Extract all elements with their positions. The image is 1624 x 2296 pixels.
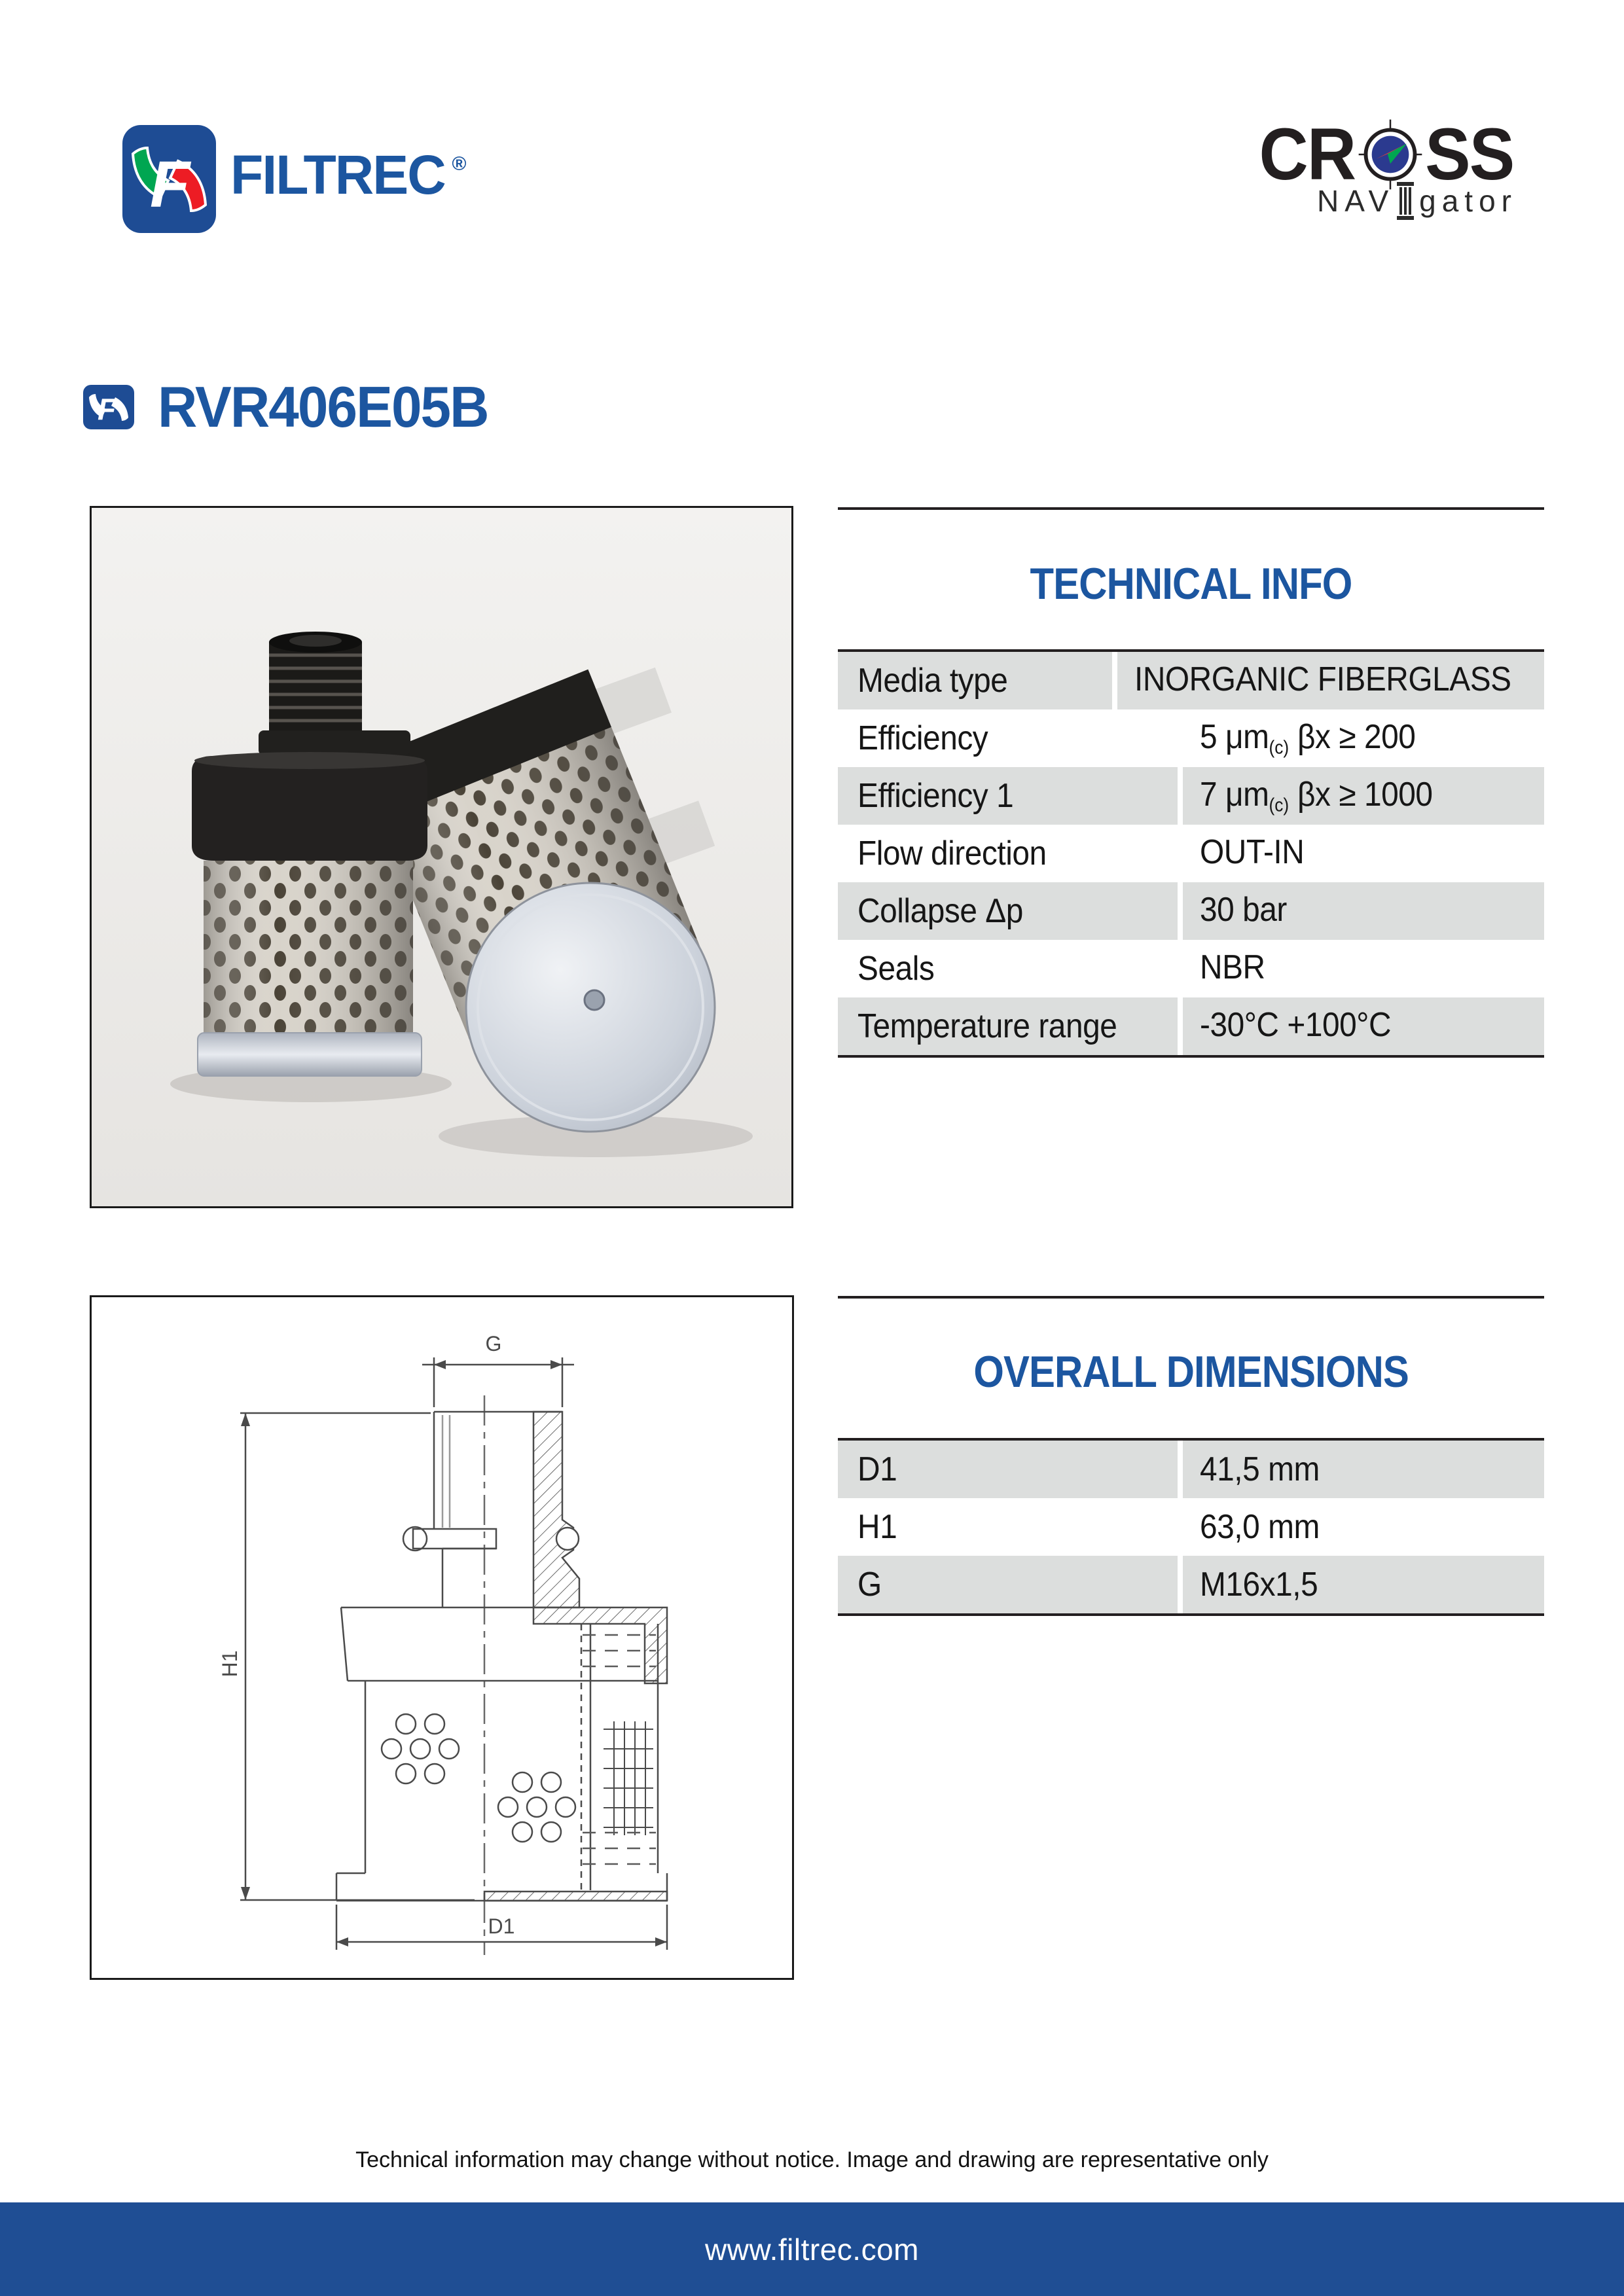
navigator-text-suffix: gator [1419, 184, 1517, 218]
row-label: Media type [857, 662, 1008, 700]
row-label: Collapse Δp [857, 892, 1023, 930]
table-row [838, 1498, 1544, 1556]
overall-dimensions-heading: OVERALL DIMENSIONS [973, 1347, 1409, 1397]
cross-text-right: SS [1424, 113, 1514, 195]
table-row [838, 1441, 1544, 1498]
cross-logo-line1 [1255, 113, 1517, 195]
table-row [838, 767, 1544, 825]
row-label: Efficiency [857, 719, 988, 757]
table-row [838, 652, 1544, 709]
table-row [838, 882, 1544, 940]
row-value: 7 $\mu m_{(c)}$ βx ≥ 1000 [1200, 776, 1433, 816]
row-label: D1 [857, 1450, 897, 1488]
row-value: -30°C +100°C [1200, 1006, 1392, 1045]
filtrec-logo-icon [122, 125, 216, 233]
product-photo-render [92, 508, 791, 1206]
registered-trademark: ® [452, 153, 467, 175]
technical-drawing [90, 1295, 794, 1980]
dim-label-h1: H1 [218, 1650, 242, 1677]
row-value: 41,5 mm [1200, 1450, 1320, 1488]
row-label: Flow direction [857, 834, 1047, 872]
overall-dimensions-table [838, 1438, 1544, 1616]
row-label: Seals [857, 950, 935, 988]
cross-navigator-logo [1255, 113, 1517, 220]
row-label: Temperature range [857, 1007, 1117, 1045]
disclaimer-text: Technical information may change without notice. Image and drawing are representative only [355, 2147, 1269, 2172]
technical-info-heading: TECHNICAL INFO [1030, 559, 1352, 609]
compass-icon [1358, 117, 1423, 192]
thread-collar [259, 730, 410, 755]
hole-pattern-right [498, 1772, 575, 1842]
table-row [838, 825, 1544, 882]
cross-text-left: CR [1259, 113, 1356, 195]
dim-label-g: G [485, 1332, 502, 1355]
section-rule-technical [838, 507, 1544, 510]
filtrec-wordmark [216, 125, 467, 207]
row-value: 30 bar [1200, 891, 1287, 929]
row-label: G [857, 1566, 882, 1604]
website-link[interactable]: www.filtrec.com [705, 2232, 919, 2267]
column-icon [1396, 182, 1415, 220]
row-value: NBR [1200, 948, 1265, 987]
filtrec-wordmark-text: FILTREC [230, 144, 445, 206]
thread-stub [269, 642, 362, 742]
navigator-text-prefix: NAV [1316, 184, 1395, 218]
footer-bar [0, 2202, 1624, 2296]
product-title-row [83, 374, 505, 439]
mini-icon-letter: F [98, 392, 117, 426]
hole-pattern-left [382, 1714, 459, 1784]
table-row [838, 1556, 1544, 1613]
filtrec-mini-icon [83, 385, 134, 429]
product-code-title: RVR406E05B [158, 374, 488, 439]
table-row [838, 940, 1544, 997]
section-rule-dimensions [838, 1296, 1544, 1299]
row-label: H1 [857, 1508, 897, 1546]
row-value: M16x1,5 [1200, 1566, 1318, 1604]
endcap-center-hole [585, 990, 604, 1010]
bottom-ring [198, 1033, 422, 1076]
table-row [838, 997, 1544, 1055]
technical-info-table [838, 649, 1544, 1058]
row-value: INORGANIC FIBERGLASS [1134, 660, 1511, 699]
drawing-render [92, 1297, 792, 1978]
row-value: 63,0 mm [1200, 1508, 1320, 1546]
filtrec-logo [122, 125, 467, 233]
row-value: 5 $\mu m_{(c)}$ βx ≥ 200 [1200, 718, 1416, 759]
logo-letter: F [150, 148, 190, 221]
top-endcap [192, 756, 427, 861]
dim-label-d1: D1 [488, 1914, 515, 1938]
row-label: Efficiency 1 [857, 777, 1014, 815]
product-photo [90, 506, 793, 1208]
row-value: OUT-IN [1200, 833, 1305, 872]
table-row [838, 709, 1544, 767]
